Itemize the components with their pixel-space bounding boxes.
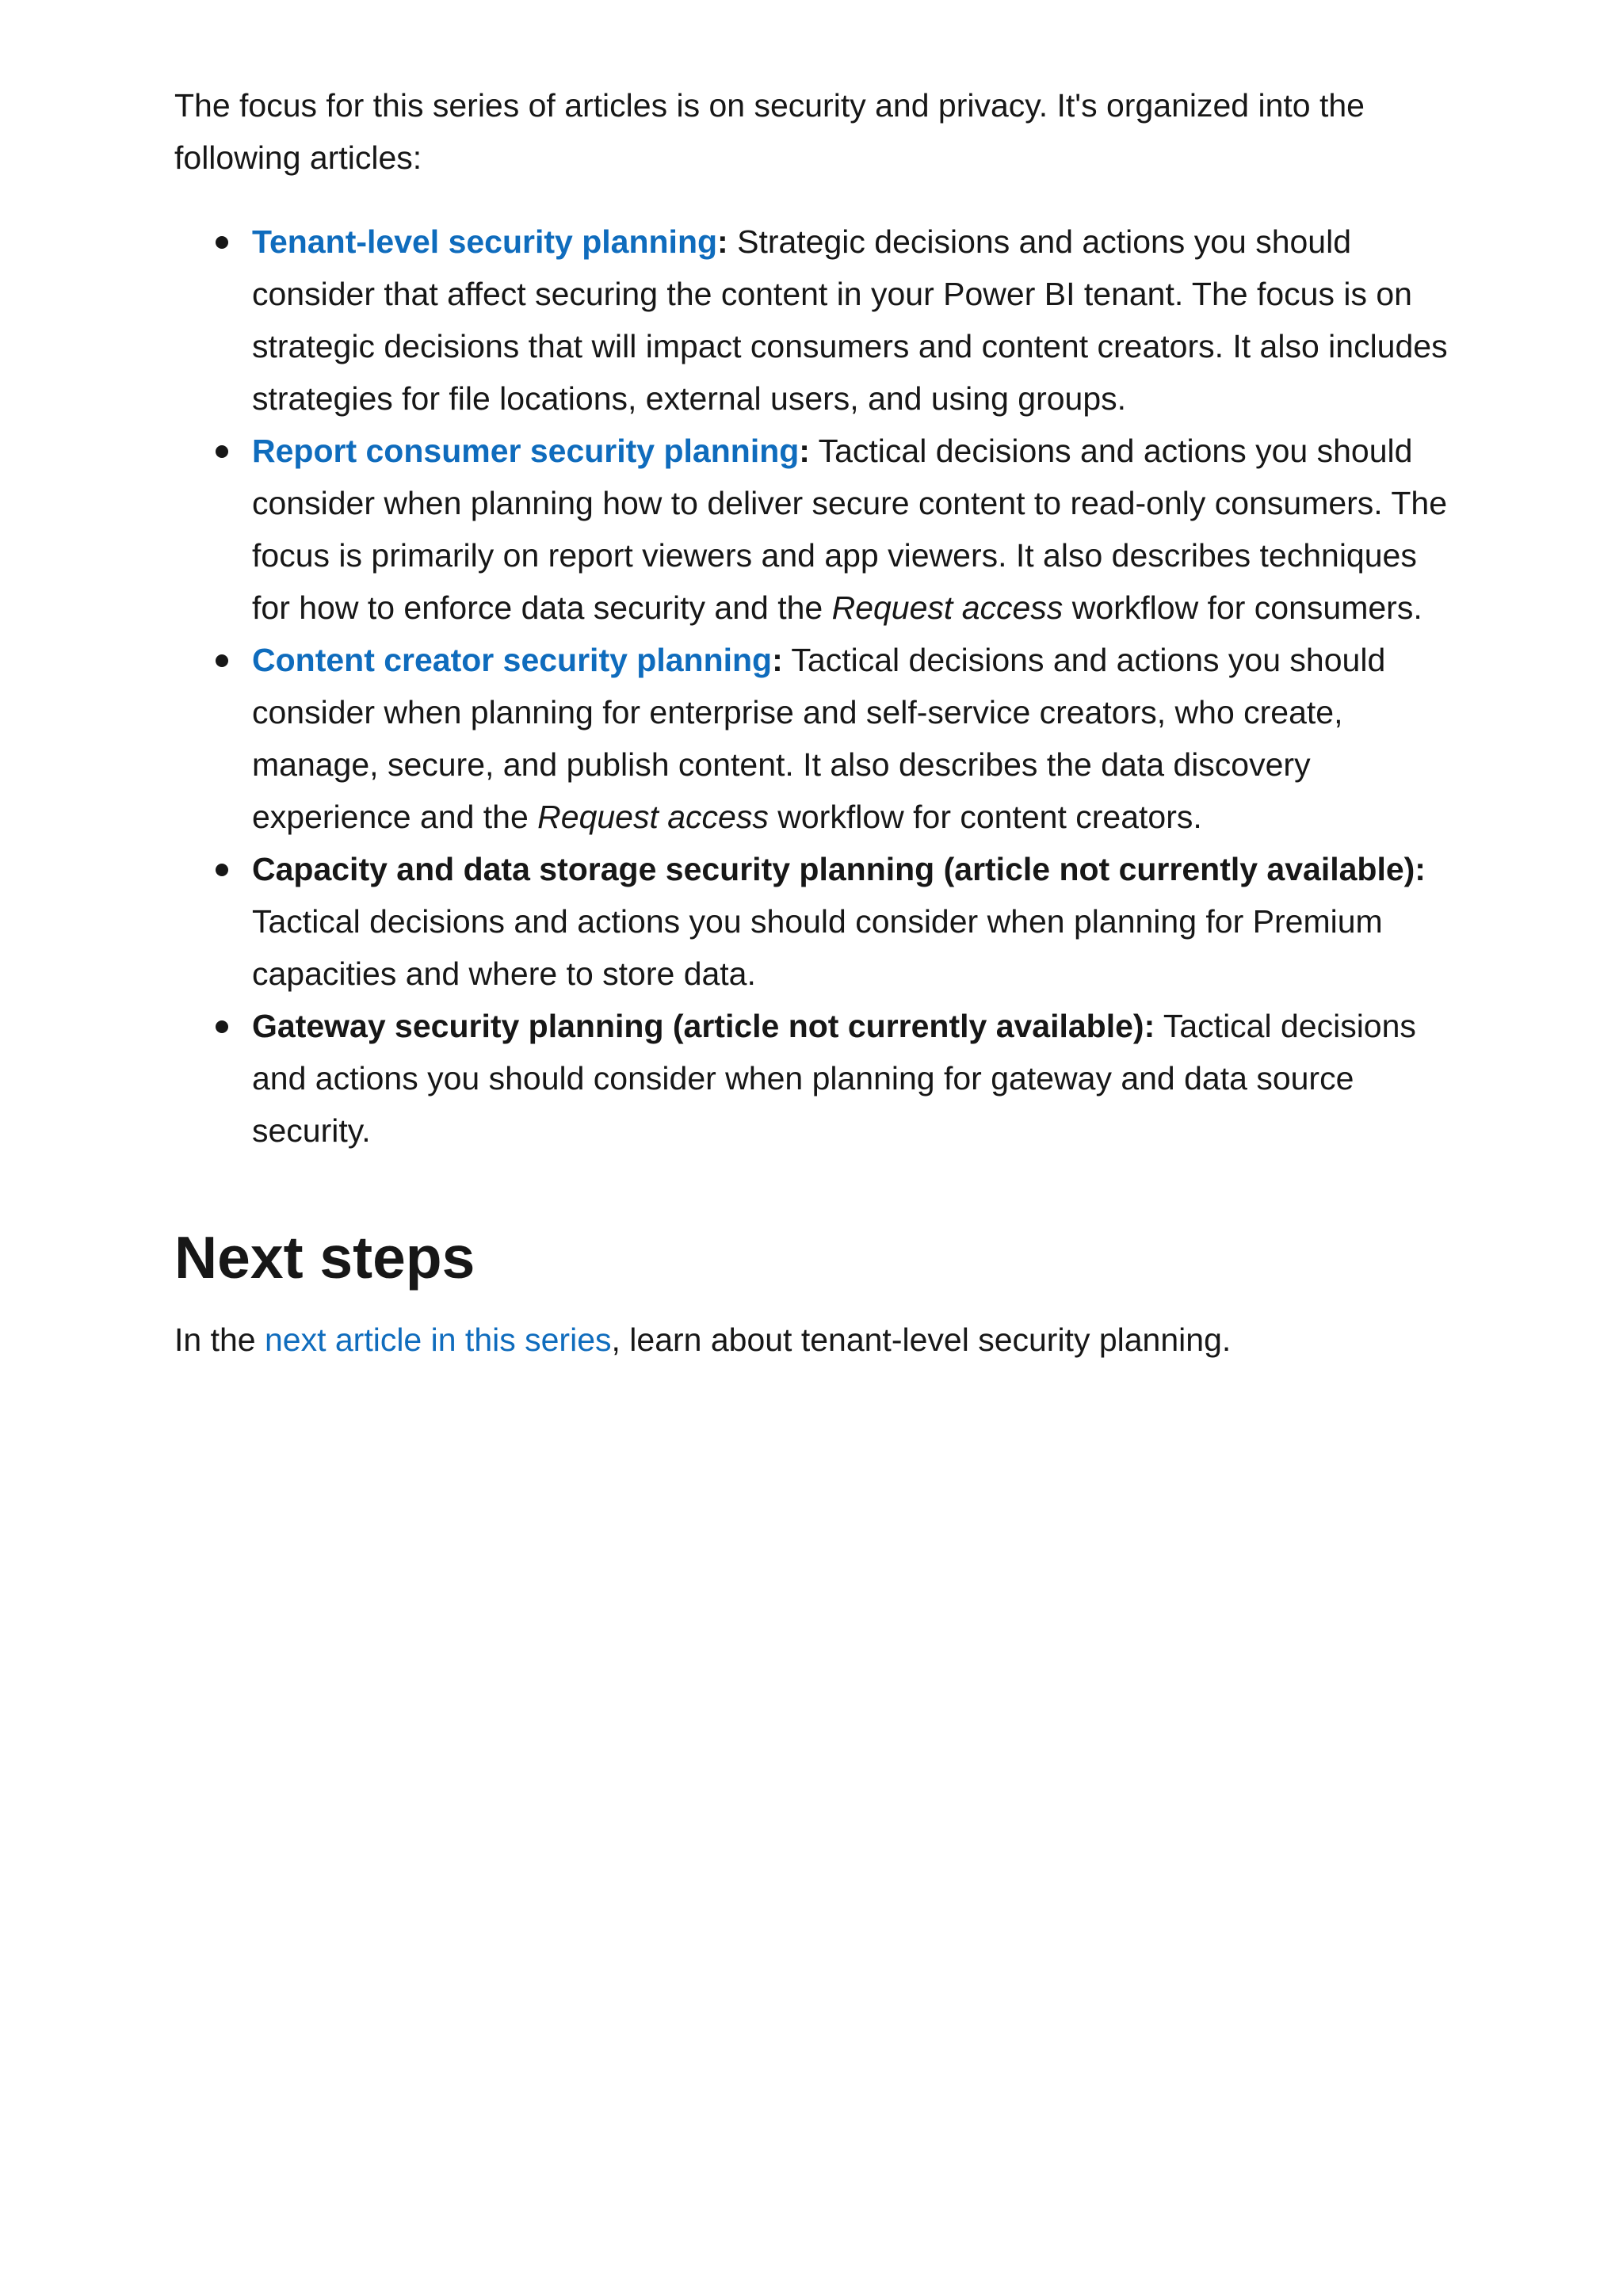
item-colon: : [772, 642, 783, 678]
bullet-icon [216, 864, 228, 876]
next-article-link[interactable]: next article in this series [264, 1322, 612, 1358]
bullet-icon [216, 654, 228, 667]
item-description: Tactical decisions and actions you should consider when planning for gateway and data source security. [252, 1008, 1416, 1149]
intro-paragraph: The focus for this series of articles is on security and privacy. It's organized into the following articles: [174, 87, 1365, 176]
list-item-tenant-level [174, 215, 1458, 425]
content-creator-security-link[interactable]: Content creator security planning [252, 642, 773, 678]
request-access-emphasis: Request access [537, 799, 769, 835]
bullet-icon [216, 445, 228, 458]
gateway-security-title: Gateway security planning (article not currently available): [252, 1008, 1155, 1044]
bullet-icon [216, 236, 228, 249]
list-item-capacity-storage [174, 843, 1458, 1000]
item-colon: : [717, 223, 728, 260]
item-description-end: workflow for consumers. [1063, 589, 1423, 626]
list-item-gateway [174, 1000, 1458, 1157]
next-steps-heading: Next steps [174, 1224, 475, 1291]
item-description: Tactical decisions and actions you should consider when planning for enterprise and self-service creators, who create, manage, secure, and publish content. It also describes the data discovery experience and the [252, 642, 1386, 835]
capacity-storage-title: Capacity and data storage security planning (article not currently available): [252, 851, 1426, 887]
next-steps-text-after: , learn about tenant-level security planning. [611, 1322, 1232, 1358]
list-item-report-consumer [174, 425, 1458, 634]
next-steps-paragraph [174, 1314, 1458, 1366]
tenant-level-security-link[interactable]: Tenant-level security planning [252, 223, 718, 260]
item-description-end: workflow for content creators. [768, 799, 1202, 835]
list-item-content-creator [174, 634, 1458, 843]
article-list [174, 215, 1458, 1157]
next-steps-text-before: In the [174, 1322, 265, 1358]
item-description: Tactical decisions and actions you should consider when planning how to deliver secure content to read-only consumers. The focus is primarily on report viewers and app viewers. It also describes techniques for how to enforce data security and the [252, 433, 1447, 626]
item-colon: : [799, 433, 810, 469]
article-body [174, 79, 1458, 1366]
item-description: Strategic decisions and actions you should consider that affect securing the content in your Power BI tenant. The focus is on strategic decisions that will impact consumers and content creators. It also includes strategies for file locations, external users, and using groups. [252, 223, 1448, 417]
item-description: Tactical decisions and actions you should consider when planning for Premium capacities and where to store data. [252, 903, 1383, 992]
report-consumer-security-link[interactable]: Report consumer security planning [252, 433, 800, 469]
request-access-emphasis: Request access [831, 589, 1064, 626]
bullet-icon [216, 1020, 228, 1033]
